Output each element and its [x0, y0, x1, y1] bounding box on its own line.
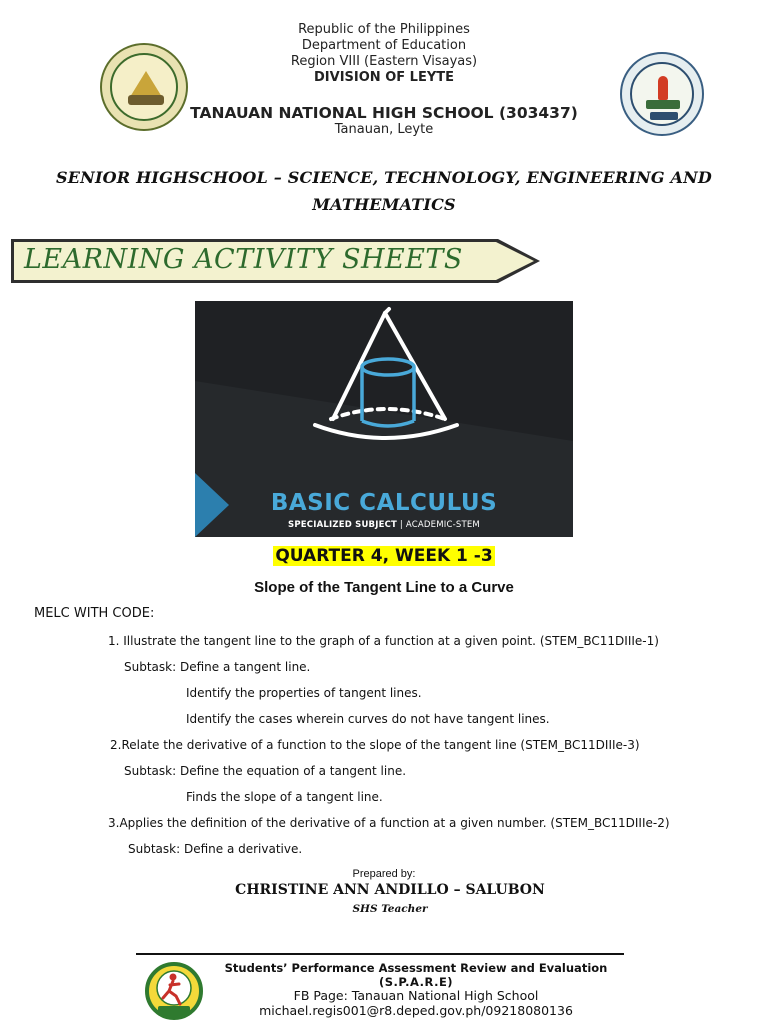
school-seal-logo	[620, 52, 704, 136]
learning-activity-banner	[10, 238, 542, 284]
melc-subtask-1c: Identify the cases wherein curves do not have tangent lines.	[186, 712, 550, 726]
banner-label: LEARNING ACTIVITY SHEETS	[24, 244, 463, 275]
melc-subtask-3a: Subtask: Define a derivative.	[128, 842, 303, 856]
prepared-by-label: Prepared by:	[352, 868, 416, 880]
cover-subtitle-rest: | ACADEMIC-STEM	[397, 520, 480, 530]
melc-item-3: 3.Applies the definition of the derivative of a function at a given number. (STEM_BC11DIIIe-2)	[108, 816, 670, 830]
quarter-label: QUARTER 4, WEEK 1 -3	[275, 546, 493, 566]
cover-subtitle-bold: SPECIALIZED SUBJECT	[288, 520, 398, 530]
quarter-heading	[0, 546, 768, 566]
header-region: Region VIII (Eastern Visayas)	[290, 54, 478, 69]
melc-heading: MELC WITH CODE:	[34, 606, 155, 621]
melc-subtask-2a: Subtask: Define the equation of a tangent line.	[124, 764, 407, 778]
melc-item-1: 1. Illustrate the tangent line to the graph of a function at a given point. (STEM_BC11DIIIe-1)	[108, 634, 659, 648]
footer-divider	[136, 953, 624, 955]
header-division: DIVISION OF LEYTE	[314, 70, 454, 85]
cover-title: BASIC CALCULUS	[270, 490, 498, 516]
melc-subtask-1b: Identify the properties of tangent lines.	[186, 686, 422, 700]
melc-subtask-2b: Finds the slope of a tangent line.	[186, 790, 383, 804]
topic-title: Slope of the Tangent Line to a Curve	[254, 579, 514, 596]
header-school: TANAUAN NATIONAL HIGH SCHOOL (303437)	[190, 104, 578, 122]
author-role: SHS Teacher	[352, 903, 428, 915]
melc-item-2: 2.Relate the derivative of a function to the slope of the tangent line (STEM_BC11DIIIe-3)	[110, 738, 640, 752]
footer-fb-page: FB Page: Tanauan National High School	[293, 988, 539, 1003]
basic-calculus-cover-image	[195, 301, 573, 537]
footer-contact: michael.regis001@r8.deped.gov.ph/09218080136	[259, 1003, 573, 1018]
cover-subtitle	[195, 520, 573, 530]
strand-title-line1: SENIOR HIGHSCHOOL – SCIENCE, TECHNOLOGY, ENGINEERING AND	[56, 168, 712, 187]
footer-acronym: (S.P.A.R.E)	[378, 975, 454, 989]
header-republic: Republic of the Philippines	[298, 22, 470, 37]
header-location: Tanauan, Leyte	[334, 122, 434, 137]
header-department: Department of Education	[301, 38, 467, 53]
melc-subtask-1a: Subtask: Define a tangent line.	[124, 660, 311, 674]
author-name: CHRISTINE ANN ANDILLO – SALUBON	[235, 882, 545, 898]
footer-title: Students’ Performance Assessment Review and Evaluation	[224, 961, 608, 975]
strand-title-line2: MATHEMATICS	[312, 195, 456, 214]
spare-logo	[142, 962, 206, 1020]
